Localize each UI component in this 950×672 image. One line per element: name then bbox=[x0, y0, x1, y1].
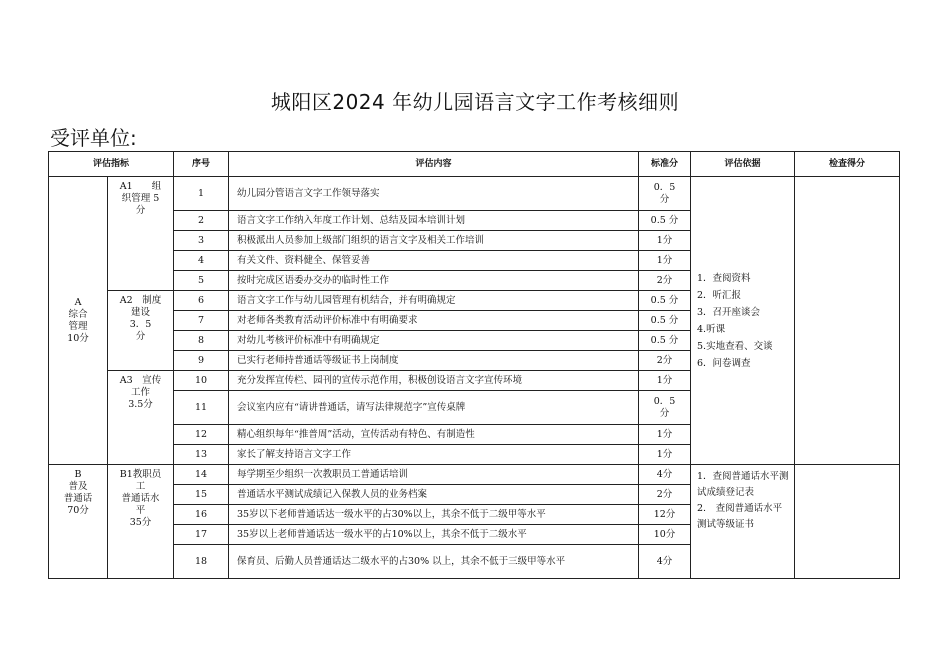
document-title: 城阳区2024 年幼儿园语言文字工作考核细则 bbox=[270, 90, 680, 114]
row-standard-score: 0.5 分 bbox=[639, 331, 691, 351]
row-number: 13 bbox=[174, 445, 229, 465]
row-number: 18 bbox=[174, 545, 229, 579]
section-a-name: A 综合 管理 10分 bbox=[49, 177, 108, 465]
header-content: 评估内容 bbox=[229, 152, 639, 177]
row-standard-score: 0．5 分 bbox=[639, 177, 691, 211]
assessment-table bbox=[48, 151, 900, 579]
row-standard-score: 2分 bbox=[639, 485, 691, 505]
header-basis: 评估依据 bbox=[691, 152, 795, 177]
row-content: 35岁以上老师普通话达一级水平的占10%以上，其余不低于二级水平 bbox=[229, 525, 639, 545]
row-number: 11 bbox=[174, 391, 229, 425]
row-standard-score: 2分 bbox=[639, 271, 691, 291]
row-standard-score: 0.5 分 bbox=[639, 291, 691, 311]
sub-indicator-b1: B1教职员 工 普通话水 平 35分 bbox=[108, 465, 174, 579]
row-standard-score: 1分 bbox=[639, 445, 691, 465]
row-content: 充分发挥宣传栏、园刊的宣传示范作用，积极创设语言文字宣传环境 bbox=[229, 371, 639, 391]
row-number: 6 bbox=[174, 291, 229, 311]
row-standard-score: 4分 bbox=[639, 465, 691, 485]
row-content: 有关文件、资料健全、保管妥善 bbox=[229, 251, 639, 271]
section-b-basis: 1．查阅普通话水平测试成绩登记表 2. 查阅普通话水平测试等级证书 bbox=[691, 465, 795, 579]
header-indicator: 评估指标 bbox=[49, 152, 174, 177]
section-a-basis: 1．查阅资料 2．听汇报 3．召开座谈会 4.听课 5.实地查看、交谈 6．问卷调查 bbox=[691, 177, 795, 465]
row-content: 幼儿园分管语言文字工作领导落实 bbox=[229, 177, 639, 211]
row-number: 1 bbox=[174, 177, 229, 211]
row-content: 家长了解支持语言文字工作 bbox=[229, 445, 639, 465]
row-content: 按时完成区语委办交办的临时性工作 bbox=[229, 271, 639, 291]
row-number: 10 bbox=[174, 371, 229, 391]
row-content: 语言文字工作纳入年度工作计划、总结及园本培训计划 bbox=[229, 211, 639, 231]
row-number: 5 bbox=[174, 271, 229, 291]
row-standard-score: 4分 bbox=[639, 545, 691, 579]
header-no: 序号 bbox=[174, 152, 229, 177]
section-b-name: B 普及 普通话 70分 bbox=[49, 465, 108, 579]
row-number: 14 bbox=[174, 465, 229, 485]
row-number: 17 bbox=[174, 525, 229, 545]
section-b-score-cell bbox=[795, 465, 900, 579]
evaluated-unit-label: 受评单位: bbox=[50, 126, 137, 150]
row-standard-score: 0.5 分 bbox=[639, 311, 691, 331]
table-header-row bbox=[49, 152, 900, 177]
section-b bbox=[49, 465, 900, 579]
row-content: 积极派出人员参加上级部门组织的语言文字及相关工作培训 bbox=[229, 231, 639, 251]
row-number: 7 bbox=[174, 311, 229, 331]
row-content: 会议室内应有“请讲普通话，请写法律规范字”宣传桌牌 bbox=[229, 391, 639, 425]
row-number: 8 bbox=[174, 331, 229, 351]
row-standard-score: 0.5 分 bbox=[639, 211, 691, 231]
sub-indicator-a1: A1 组 织管理 5 分 bbox=[108, 177, 174, 291]
row-standard-score: 2分 bbox=[639, 351, 691, 371]
sub-indicator-a3: A3 宣传 工作 3.5分 bbox=[108, 371, 174, 465]
row-number: 2 bbox=[174, 211, 229, 231]
row-content: 已实行老师持普通话等级证书上岗制度 bbox=[229, 351, 639, 371]
row-standard-score: 1分 bbox=[639, 425, 691, 445]
row-standard-score: 1分 bbox=[639, 231, 691, 251]
row-content: 对老师各类教育活动评价标准中有明确要求 bbox=[229, 311, 639, 331]
row-content: 精心组织每年“推普周”活动，宣传活动有特色、有制造性 bbox=[229, 425, 639, 445]
table-row bbox=[49, 465, 900, 485]
row-number: 16 bbox=[174, 505, 229, 525]
section-a bbox=[49, 177, 900, 465]
row-standard-score: 1分 bbox=[639, 251, 691, 271]
header-standard: 标准分 bbox=[639, 152, 691, 177]
row-content: 普通话水平测试成绩记入保教人员的业务档案 bbox=[229, 485, 639, 505]
row-number: 9 bbox=[174, 351, 229, 371]
row-number: 3 bbox=[174, 231, 229, 251]
row-content: 语言文字工作与幼儿园管理有机结合，并有明确规定 bbox=[229, 291, 639, 311]
row-standard-score: 10分 bbox=[639, 525, 691, 545]
header-score: 检查得分 bbox=[795, 152, 900, 177]
row-standard-score: 1分 bbox=[639, 371, 691, 391]
row-content: 35岁以下老师普通话达一级水平的占30%以上，其余不低于二级甲等水平 bbox=[229, 505, 639, 525]
row-number: 12 bbox=[174, 425, 229, 445]
section-a-score-cell bbox=[795, 177, 900, 465]
table-row bbox=[49, 177, 900, 211]
row-content: 对幼儿考核评价标准中有明确规定 bbox=[229, 331, 639, 351]
sub-indicator-a2: A2 制度 建设 3．5 分 bbox=[108, 291, 174, 371]
row-number: 4 bbox=[174, 251, 229, 271]
row-standard-score: 12分 bbox=[639, 505, 691, 525]
row-standard-score: 0．5 分 bbox=[639, 391, 691, 425]
row-content: 保育员、后勤人员普通话达二级水平的占30% 以上，其余不低于三级甲等水平 bbox=[229, 545, 639, 579]
row-number: 15 bbox=[174, 485, 229, 505]
row-content: 每学期至少组织一次教职员工普通话培训 bbox=[229, 465, 639, 485]
